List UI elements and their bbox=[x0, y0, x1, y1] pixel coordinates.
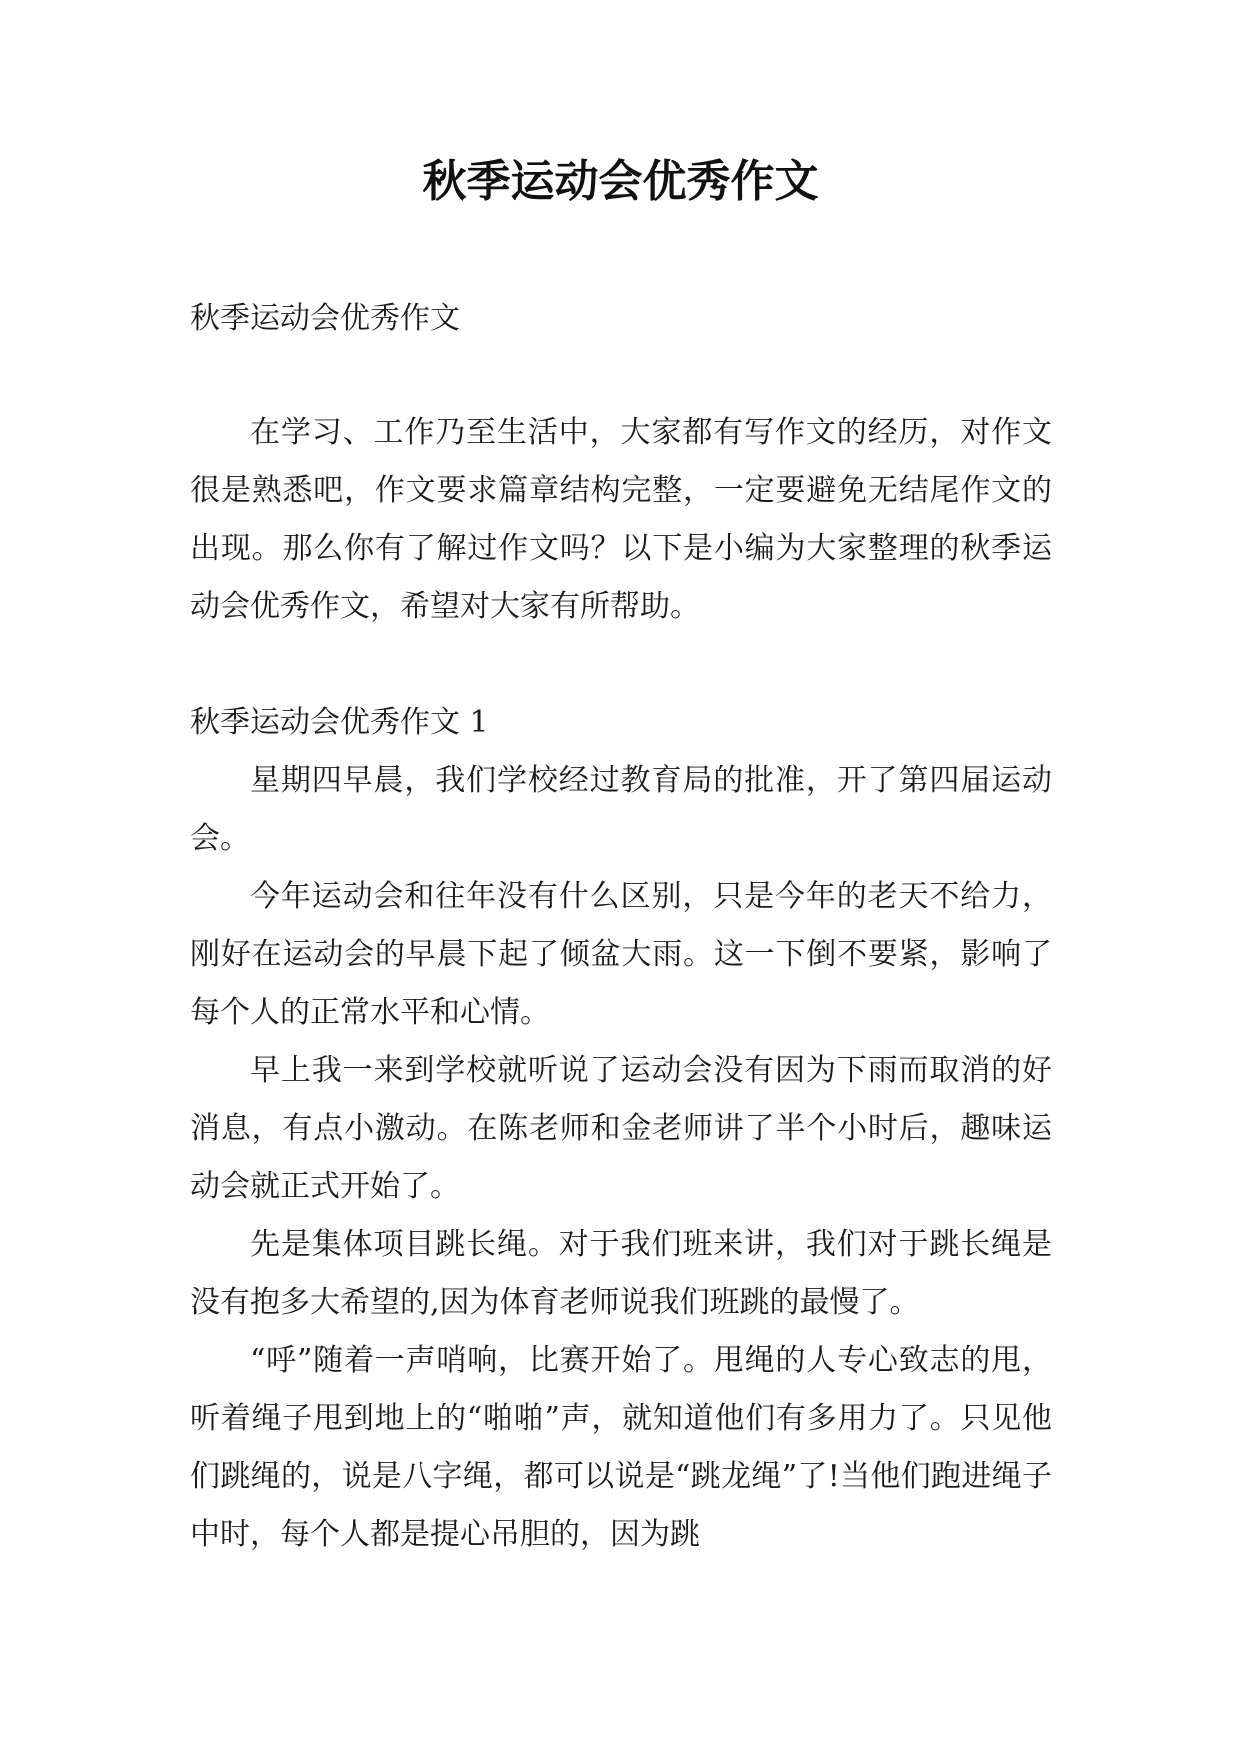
intro-block bbox=[190, 404, 1052, 636]
essay-section-1 bbox=[190, 694, 1052, 1564]
body-paragraph: 星期四早晨，我们学校经过教育局的批准，开了第四届运动会。 bbox=[190, 763, 1052, 856]
document-title: 秋季运动会优秀作文 bbox=[422, 156, 819, 207]
body-paragraph: “呼”随着一声哨响，比赛开始了。甩绳的人专心致志的甩，听着绳子甩到地上的“啪啪”声，就知道他们有多用力了。只见他们跳绳的，说是八字绳，都可以说是“跳龙绳”了!当他们跑进绳子中时，每个人都是提心吊胆的，因为跳 bbox=[190, 1343, 1052, 1552]
body-paragraph: 今年运动会和往年没有什么区别，只是今年的老天不给力，刚好在运动会的早晨下起了倾盆大雨。这一下倒不要紧，影响了每个人的正常水平和心情。 bbox=[190, 879, 1052, 1030]
body-paragraph: 先是集体项目跳长绳。对于我们班来讲，我们对于跳长绳是没有抱多大希望的,因为体育老师说我们班跳的最慢了。 bbox=[190, 1227, 1052, 1320]
intro-paragraph: 在学习、工作乃至生活中，大家都有写作文的经历，对作文很是熟悉吧，作文要求篇章结构完整，一定要避免无结尾作文的出现。那么你有了解过作文吗？以下是小编为大家整理的秋季运动会优秀作文，希望对大家有所帮助。 bbox=[190, 415, 1052, 624]
section-heading: 秋季运动会优秀作文 1 bbox=[190, 705, 489, 740]
body-paragraph: 早上我一来到学校就听说了运动会没有因为下雨而取消的好消息，有点小激动。在陈老师和金老师讲了半个小时后，趣味运动会就正式开始了。 bbox=[190, 1053, 1052, 1204]
document-subtitle: 秋季运动会优秀作文 bbox=[190, 301, 460, 336]
